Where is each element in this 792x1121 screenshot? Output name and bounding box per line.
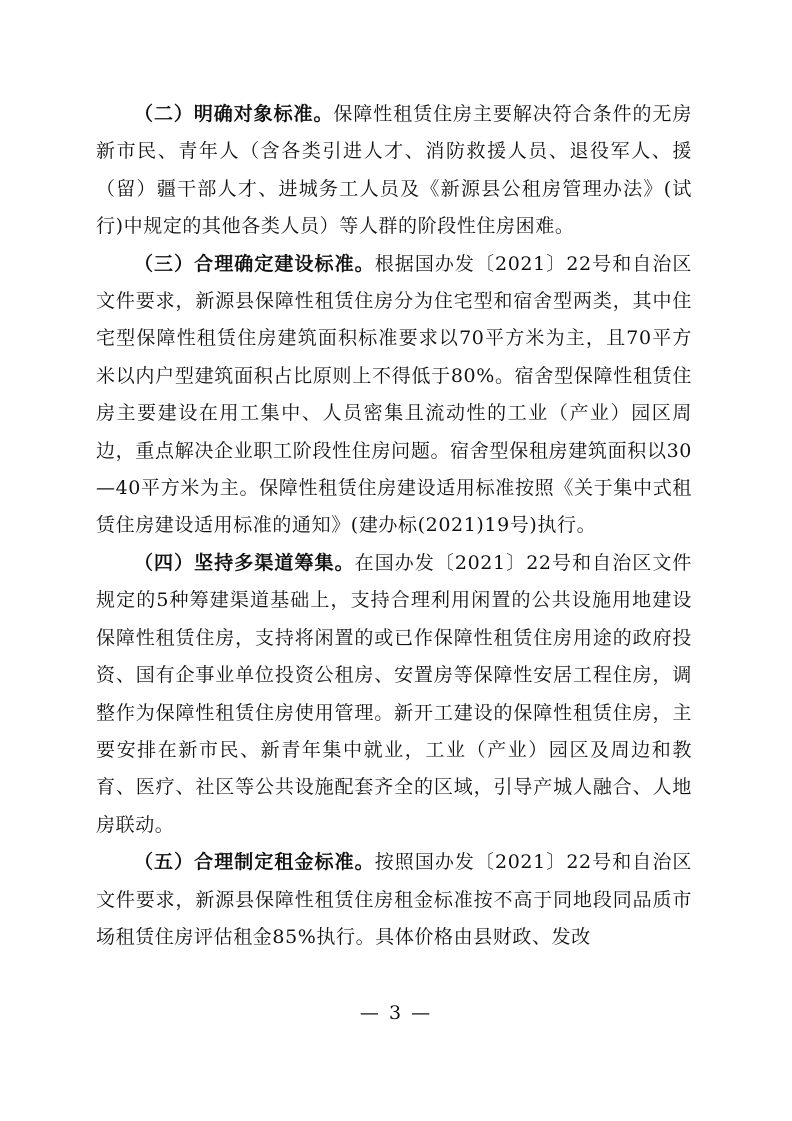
section-heading: （五）合理制定租金标准。 <box>134 851 375 874</box>
section-rent-standard <box>96 844 692 956</box>
section-heading: （四）坚持多渠道筹集。 <box>134 551 355 574</box>
section-text: 根据国办发〔2021〕22号和自治区文件要求，新源县保障性租赁住房分为住宅型和宿舍型两类，其中住宅型保障性租赁住房建筑面积标准要求以70平方米为主，且70平方米以内户型建筑面积占比原则上不得低于80%。宿舍型保障性租赁住房主要建设在用工集中、人员密集且流动性的工业（产业）园区周边，重点解决企业职工阶段性住房问题。宿舍型保租房建筑面积以30—40平方米为主。保障性租赁住房建设适用标准按照《关于集中式租赁住房建设适用标准的通知》(建办标(2021)19号)执行。 <box>96 252 692 537</box>
section-construction-standard <box>96 246 692 545</box>
section-multi-channel-funding <box>96 545 692 844</box>
document-body <box>96 96 692 956</box>
section-heading: （三）合理确定建设标准。 <box>134 252 375 275</box>
section-text: 保障性租赁住房主要解决符合条件的无房新市民、青年人（含各类引进人才、消防救援人员、退役军人、援（留）疆干部人才、进城务工人员及《新源县公租房管理办法》(试行)中规定的其他各类人员）等人群的阶段性住房困难。 <box>96 103 692 238</box>
section-text: 按照国办发〔2021〕22号和自治区文件要求，新源县保障性租赁住房租金标准按不高于同地段同品质市场租赁住房评估租金85%执行。具体价格由县财政、发改 <box>96 851 692 948</box>
section-heading: （二）明确对象标准。 <box>134 103 334 125</box>
page-number: — 3 — <box>359 1002 433 1024</box>
section-objects-standard <box>96 96 692 246</box>
section-text: 在国办发〔2021〕22号和自治区文件规定的5种筹建渠道基础上，支持合理利用闲置的公共设施用地建设保障性租赁住房，支持将闲置的或已作保障性租赁住房用途的政府投资、国有企事业单位投资公租房、安置房等保障性安居工程住房，调整作为保障性租赁住房使用管理。新开工建设的保障性租赁住房，主要安排在新市民、新青年集中就业，工业（产业）园区及周边和教育、医疗、社区等公共设施配套齐全的区域，引导产城人融合、人地房联动。 <box>96 551 692 836</box>
